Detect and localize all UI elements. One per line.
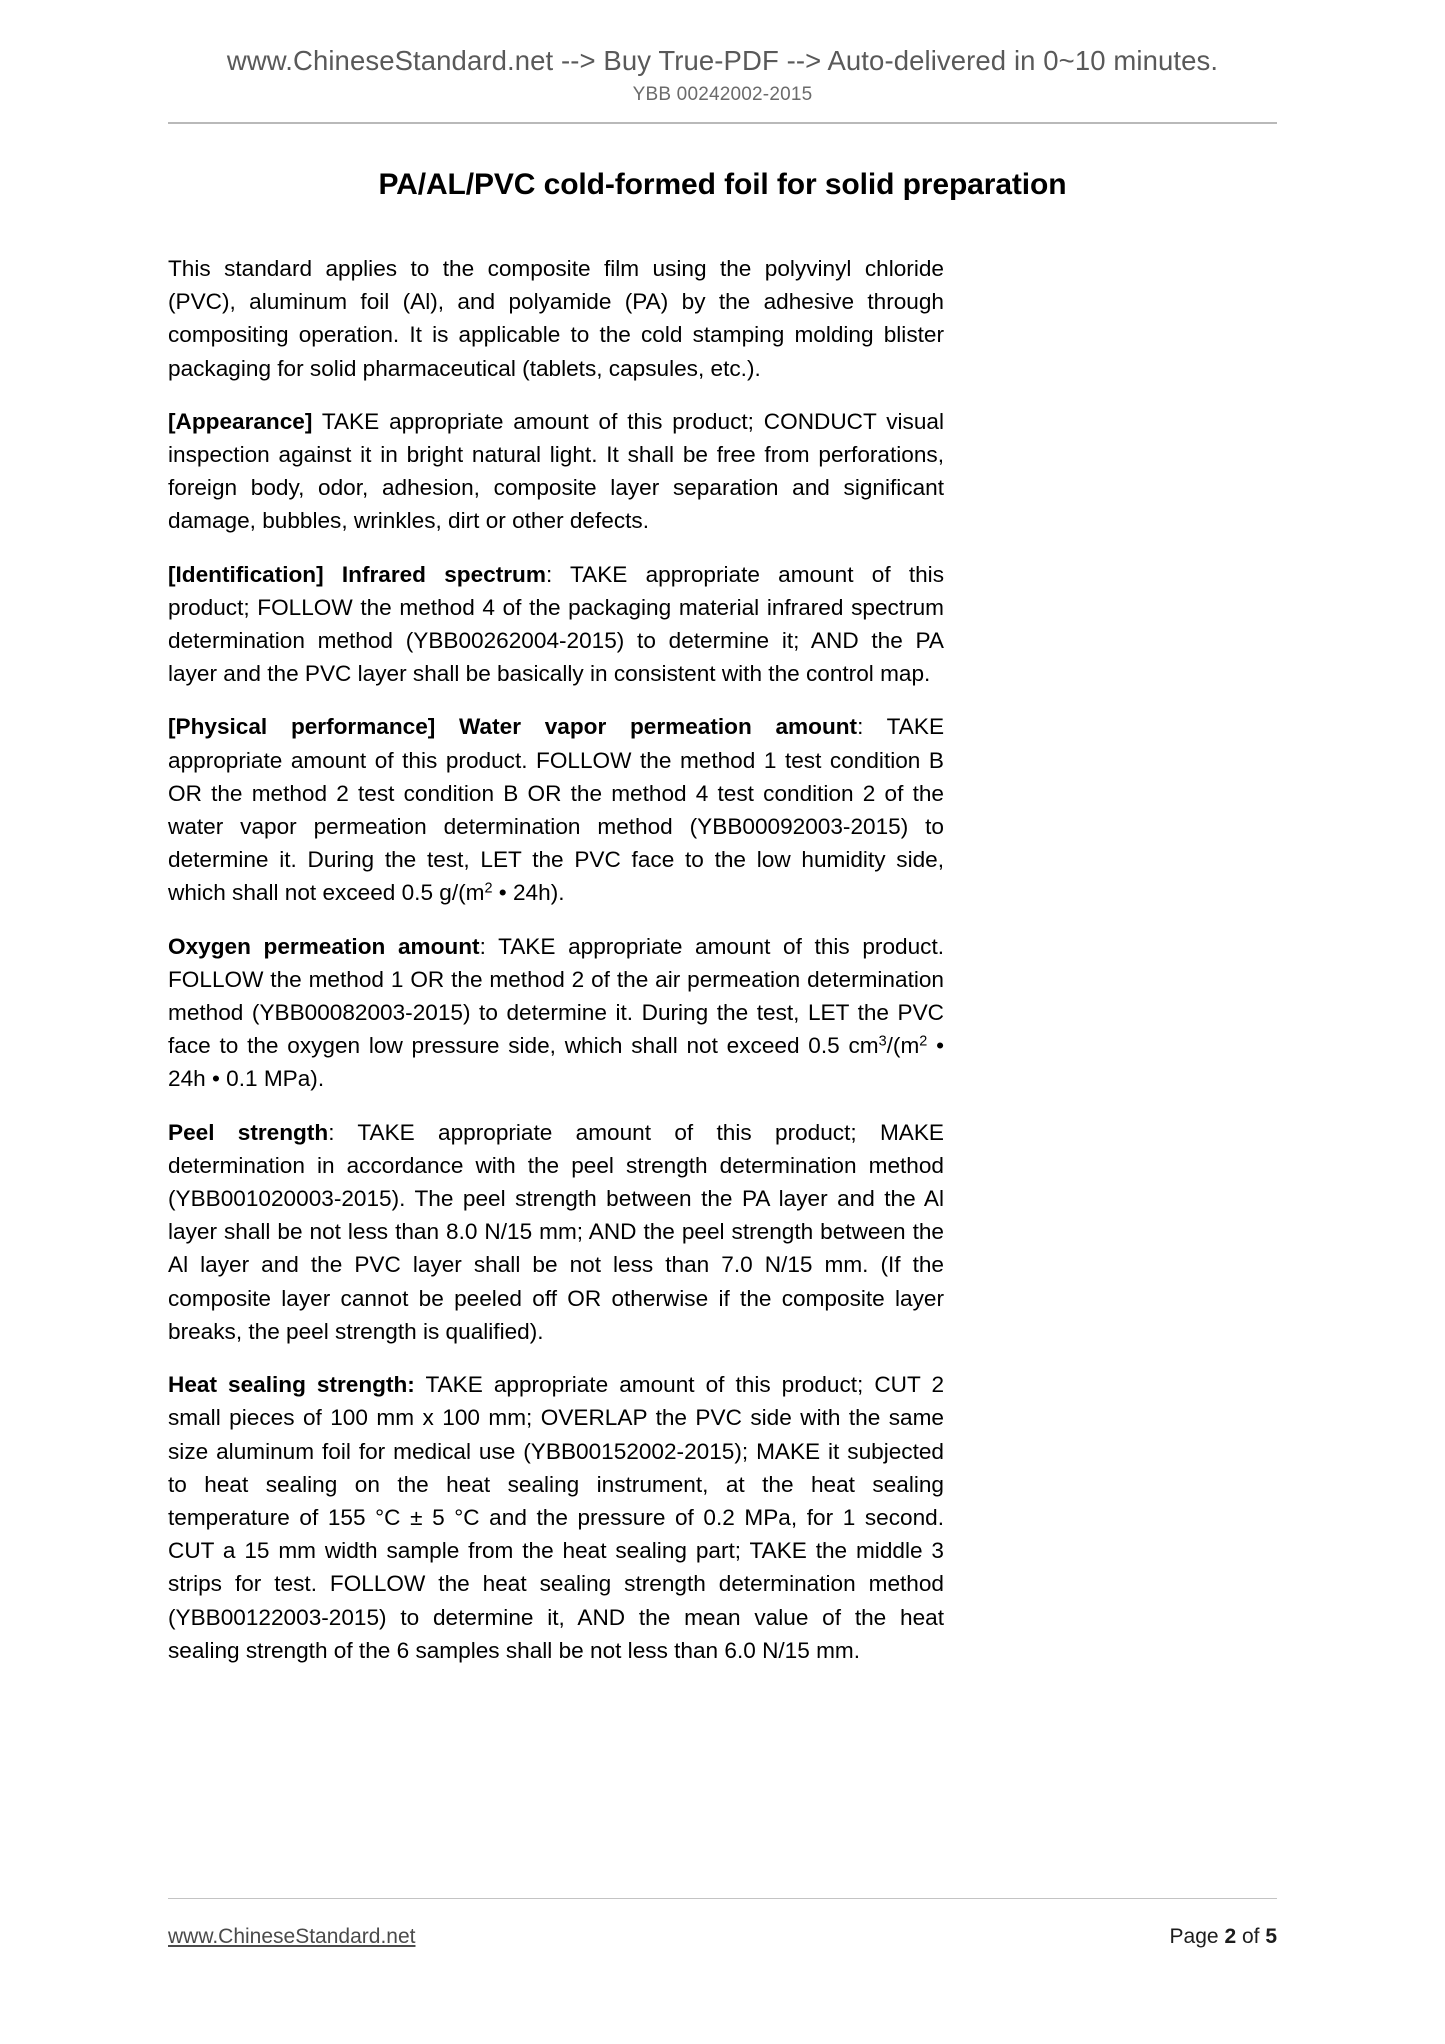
physical-performance-label: [Physical performance] Water vapor permeation amount: [168, 714, 858, 740]
page-label-middle: of: [1236, 1925, 1266, 1948]
document-body: [168, 252, 944, 1667]
paragraph-physical-performance: [168, 710, 944, 909]
footer-divider: [168, 1898, 1277, 1899]
oxygen-permeation-text-part1: : TAKE appropriate amount of this product. FOLLOW the method 1 OR the method 2 of the air permeation determination method (YBB00082003-2015) to determine it. During the test, LET the PVC face to the oxygen low pressure side, which shall not exceed 0.5 cm: [168, 933, 945, 1059]
page-title: PA/AL/PVC cold-formed foil for solid preparation: [378, 168, 1067, 202]
oxygen-permeation-text-part3: • 24h • 0.1 MPa).: [168, 1033, 944, 1092]
oxygen-permeation-label: Oxygen permeation amount: [168, 933, 480, 959]
identification-text: : TAKE appropriate amount of this product; FOLLOW the method 4 of the packaging material infrared spectrum determination method (YBB00262004-2015) to determine it; AND the PA layer and the PVC layer shall be basically in consistent with the control map.: [168, 561, 944, 687]
identification-label: [Identification] Infrared spectrum: [168, 561, 546, 587]
page-header: [0, 44, 1445, 106]
page-label-prefix: Page: [1169, 1925, 1225, 1948]
oxygen-permeation-superscript-2: 2: [919, 1033, 928, 1050]
appearance-label: [Appearance]: [168, 408, 313, 434]
oxygen-permeation-superscript-1: 3: [878, 1033, 887, 1050]
peel-strength-text: : TAKE appropriate amount of this product; MAKE determination in accordance with the peel strength determination method (YBB001020003-2015). The peel strength between the PA layer and the Al layer shall be not less than 8.0 N/15 mm; AND the peel strength between the Al layer and the PVC layer shall be not less than 7.0 N/15 mm. (If the composite layer cannot be peeled off OR otherwise if the composite layer breaks, the peel strength is qualified).: [168, 1119, 944, 1344]
paragraph-identification: [168, 558, 944, 691]
header-divider: [168, 122, 1277, 124]
heat-sealing-strength-label: Heat sealing strength:: [168, 1372, 415, 1398]
heat-sealing-strength-text: TAKE appropriate amount of this product; CUT 2 small pieces of 100 mm x 100 mm; OVERLAP the PVC side with the same size aluminum foil for medical use (YBB00152002-2015); MAKE it subjected to heat sealing on the heat sealing instrument, at the heat sealing temperature of 155 °C ± 5 °C and the pressure of 0.2 MPa, for 1 second. CUT a 15 mm width sample from the heat sealing part; TAKE the middle 3 strips for test. FOLLOW the heat sealing strength determination method (YBB00122003-2015) to determine it, AND the mean value of the heat sealing strength of the 6 samples shall be not less than 6.0 N/15 mm.: [168, 1372, 945, 1663]
paragraph-appearance: [168, 405, 944, 538]
physical-performance-text-part2: • 24h).: [492, 880, 565, 906]
footer-page-indicator: [1170, 1925, 1277, 1949]
peel-strength-label: Peel strength: [168, 1119, 329, 1145]
page-number-total: 5: [1265, 1925, 1277, 1948]
physical-performance-text-part1: : TAKE appropriate amount of this product. FOLLOW the method 1 test condition B OR the method 2 test condition B OR the method 4 test condition 2 of the water vapor permeation determination method (YBB00092003-2015) to determine it. During the test, LET the PVC face to the low humidity side, which shall not exceed 0.5 g/(m: [168, 714, 945, 906]
paragraph-scope: This standard applies to the composite film using the polyvinyl chloride (PVC), aluminum foil (Al), and polyamide (PA) by the adhesive through compositing operation. It is applicable to the cold stamping molding blister packaging for solid pharmaceutical (tablets, capsules, etc.).: [168, 256, 944, 381]
paragraph-peel-strength: [168, 1116, 944, 1348]
header-standard-number: YBB 00242002-2015: [632, 84, 813, 105]
appearance-text: TAKE appropriate amount of this product; CONDUCT visual inspection against it in bright natural light. It shall be free from perforations, foreign body, odor, adhesion, composite layer separation and significant damage, bubbles, wrinkles, dirt or other defects.: [168, 408, 944, 534]
page-footer: [168, 1925, 1277, 1949]
paragraph-heat-sealing-strength: [168, 1368, 944, 1667]
page-number-current: 2: [1224, 1925, 1237, 1948]
footer-website-link[interactable]: www.ChineseStandard.net: [168, 1925, 416, 1948]
header-watermark-text: www.ChineseStandard.net --> Buy True-PDF --> Auto-delivered in 0~10 minutes.: [226, 45, 1219, 76]
physical-performance-superscript-1: 2: [484, 880, 493, 897]
paragraph-oxygen-permeation: [168, 930, 944, 1096]
oxygen-permeation-text-part2: /(m: [886, 1033, 920, 1059]
